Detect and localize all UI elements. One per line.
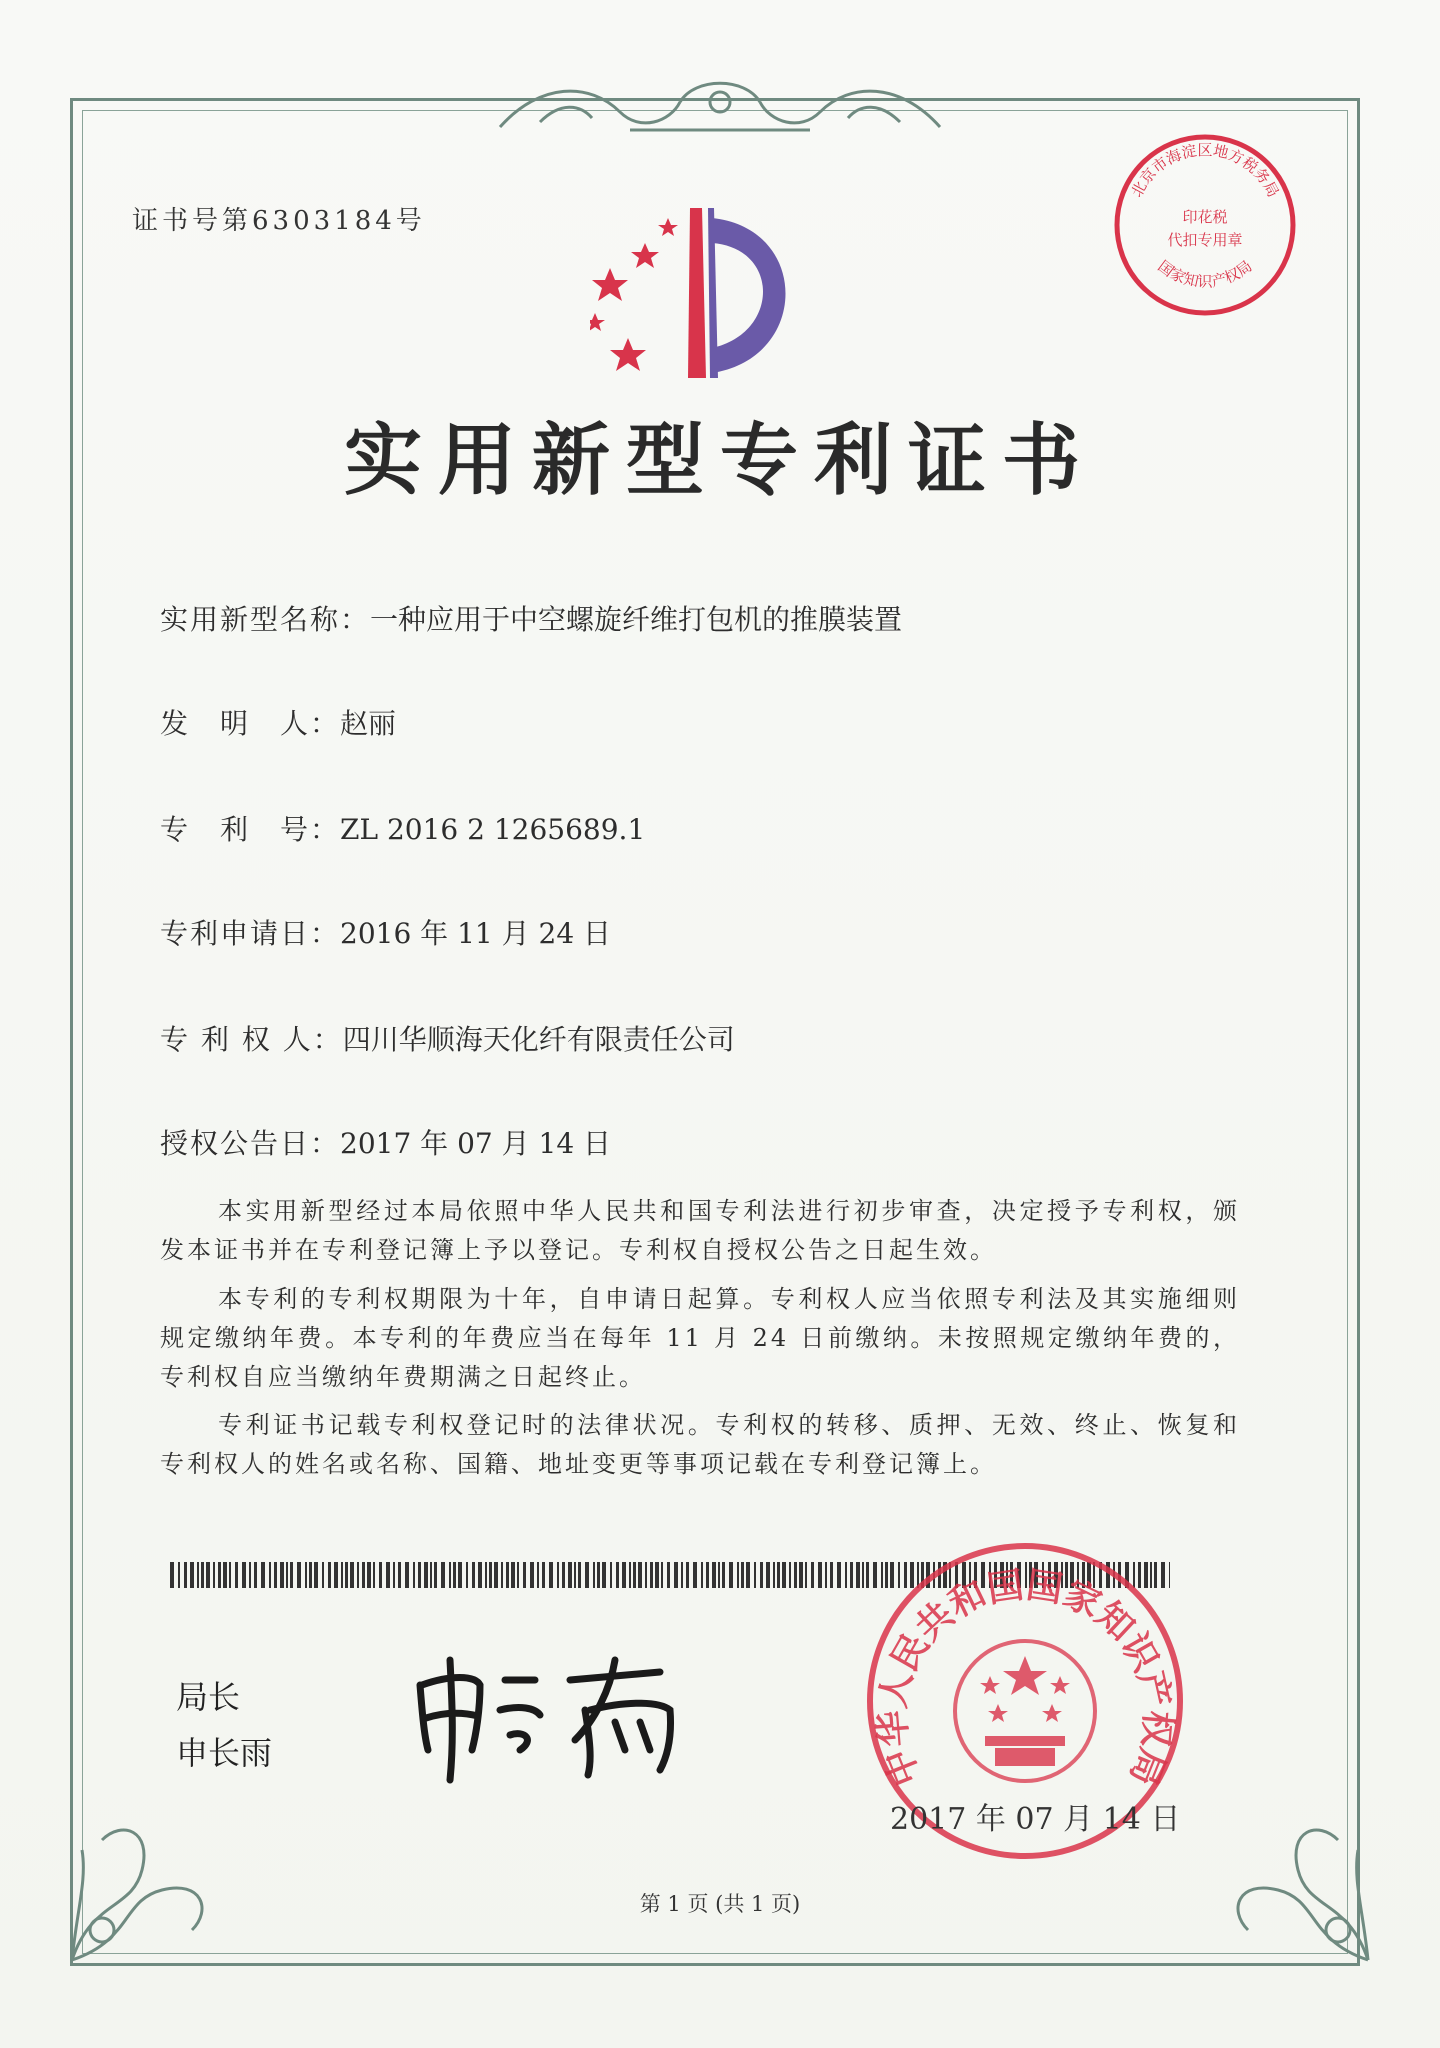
paragraph-term: 本专利的专利权期限为十年，自申请日起算。专利权人应当依照专利法及其实施细则规定缴纳年费。本专利的年费应当在每年 11 月 24 日前缴纳。未按照规定缴纳年费的，专利权自应当缴纳年费期满之日起终止。 bbox=[160, 1285, 1240, 1391]
director-title: 局长 bbox=[176, 1678, 241, 1716]
top-ornament bbox=[480, 72, 960, 142]
tax-stamp-seal bbox=[1110, 130, 1300, 320]
seal-date: 2017 年 07 月 14 日 bbox=[890, 1802, 1181, 1837]
svg-text:北京市海淀区地方税务局 bbox=[1128, 141, 1283, 200]
tax-seal-line2: 代扣专用章 bbox=[1167, 231, 1243, 249]
director-name: 申长雨 bbox=[176, 1734, 273, 1772]
paragraph-grant: 本实用新型经过本局依照中华人民共和国专利法进行初步审查，决定授予专利权，颁发本证书并在专利登记簿上予以登记。专利权自授权公告之日起生效。 bbox=[160, 1197, 1240, 1264]
certificate-title: 实用新型专利证书 bbox=[343, 415, 1096, 506]
field-utility-model-name: 实用新型名称：一种应用于中空螺旋纤维打包机的推膜装置 bbox=[160, 603, 903, 636]
director-signature bbox=[410, 1640, 730, 1790]
field-inventor: 发 明 人：赵丽 bbox=[160, 707, 397, 740]
patent-office-logo bbox=[590, 208, 830, 388]
field-application-date: 专利申请日：2016 年 11 月 24 日 bbox=[160, 917, 612, 950]
field-patentee: 专 利 权 人：四川华顺海天化纤有限责任公司 bbox=[160, 1023, 735, 1056]
svg-text:国家知识产权局 bbox=[1154, 257, 1255, 291]
certificate-number: 证书号第6303184号 bbox=[132, 206, 426, 236]
tax-seal-bottom-text: 国家知识产权局 bbox=[1154, 256, 1256, 291]
paragraph-legal-status: 专利证书记载专利权登记时的法律状况。专利权的转移、质押、无效、终止、恢复和专利权人的姓名或名称、国籍、地址变更等事项记载在专利登记簿上。 bbox=[160, 1411, 1240, 1478]
tax-seal-outer-text: 北京市海淀区地方税务局 bbox=[1127, 141, 1283, 201]
field-patent-number: 专 利 号：ZL 2016 2 1265689.1 bbox=[160, 813, 646, 846]
bottom-right-ornament bbox=[1198, 1790, 1378, 1970]
tax-seal-line1: 印花税 bbox=[1182, 208, 1228, 226]
bottom-left-ornament bbox=[62, 1790, 242, 1970]
page-footer: 第 1 页 (共 1 页) bbox=[639, 1892, 801, 1916]
seal-ring-text: 中华人民共和国国家知识产权局 bbox=[871, 1563, 1179, 1792]
field-grant-date: 授权公告日：2017 年 07 月 14 日 bbox=[160, 1127, 612, 1160]
